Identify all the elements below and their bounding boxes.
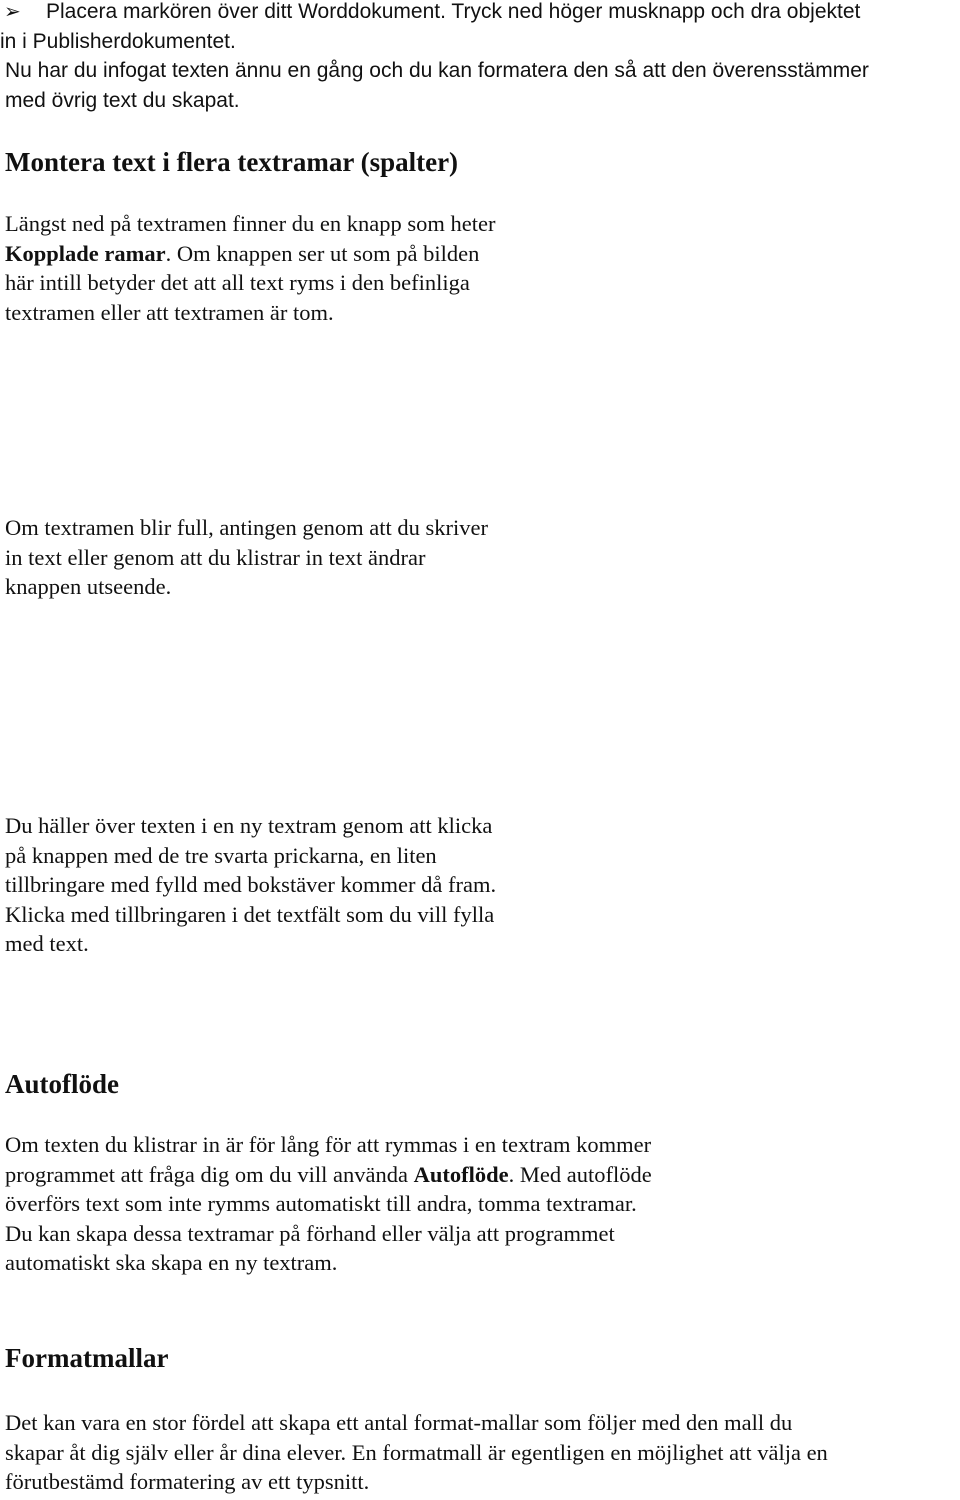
montera-p1-line-3: här intill betyder det att all text ryms i den befinliga — [5, 270, 470, 296]
formatmallar-line-2: skapar åt dig själv eller år dina elever. En formatmall är egentligen en möjlighet att välja en — [5, 1439, 828, 1465]
montera-p1-line-2-rest: . Om knappen ser ut som på bilden — [165, 240, 480, 266]
autoflode-line-2 — [5, 1160, 652, 1190]
montera-paragraph-1 — [5, 209, 495, 327]
formatmallar-line-3: förutbestämd formatering av ett typsnitt. — [5, 1469, 370, 1495]
montera-p3-line-2: på knappen med de tre svarta prickarna, en liten — [5, 842, 437, 868]
intro-line-1: Nu har du infogat texten ännu en gång och du kan formatera den så att den överensstämmer — [5, 59, 869, 82]
autoflode-line-2-start: programmet att fråga dig om du vill använda — [5, 1161, 414, 1187]
montera-paragraph-3 — [5, 811, 496, 959]
montera-p2-line-3: knappen utseende. — [5, 574, 172, 600]
kopplade-ramar-term: Kopplade ramar — [5, 240, 166, 266]
montera-p1-line-4: textramen eller att textramen är tom. — [5, 299, 334, 325]
formatmallar-paragraph — [5, 1408, 828, 1497]
intro-paragraph — [5, 56, 869, 115]
bullet-line-1 — [0, 0, 860, 27]
montera-p3-line-3: tillbringare med fylld med bokstäver kommer då fram. — [5, 872, 497, 898]
montera-p2-line-2: in text eller genom att du klistrar in text ändrar — [5, 544, 426, 570]
heading-montera: Montera text i flera textramar (spalter) — [5, 147, 459, 177]
montera-paragraph-2 — [5, 513, 488, 602]
formatmallar-line-1: Det kan vara en stor fördel att skapa ett antal format-mallar som följer med den mall du — [5, 1410, 793, 1435]
intro-line-2: med övrig text du skapat. — [5, 88, 240, 112]
autoflode-line-3: överförs text som inte rymms automatiskt till andra, tomma textramar. — [5, 1191, 637, 1217]
montera-p1-line-1: Längst ned på textramen finner du en knapp som heter — [5, 211, 496, 236]
montera-p3-line-5: med text. — [5, 931, 89, 957]
heading-formatmallar: Formatmallar — [5, 1343, 169, 1373]
montera-p2-line-1: Om textramen blir full, antingen genom att du skriver — [5, 515, 489, 540]
montera-p1-line-2 — [5, 239, 495, 269]
autoflode-line-2-rest: . Med autoflöde — [508, 1161, 652, 1187]
autoflode-term: Autoflöde — [413, 1161, 509, 1187]
arrow-bullet-icon: ➢ — [4, 0, 21, 23]
bullet-text-1: Placera markören över ditt Worddokument. Tryck ned höger musknapp och dra objektet — [46, 0, 861, 23]
heading-autoflode: Autoflöde — [5, 1069, 119, 1099]
autoflode-line-1: Om texten du klistrar in är för lång för att rymmas i en textram kommer — [5, 1132, 652, 1157]
montera-p3-line-1: Du häller över texten i en ny textram genom att klicka — [5, 813, 493, 838]
autoflode-paragraph — [5, 1130, 652, 1278]
autoflode-line-5: automatiskt ska skapa en ny textram. — [5, 1250, 338, 1276]
montera-p3-line-4: Klicka med tillbringaren i det textfält som du vill fylla — [5, 901, 495, 927]
autoflode-line-4: Du kan skapa dessa textramar på förhand eller välja att programmet — [5, 1220, 615, 1246]
bullet-text-2: in i Publisherdokumentet. — [0, 29, 236, 53]
bullet-item — [0, 0, 861, 56]
